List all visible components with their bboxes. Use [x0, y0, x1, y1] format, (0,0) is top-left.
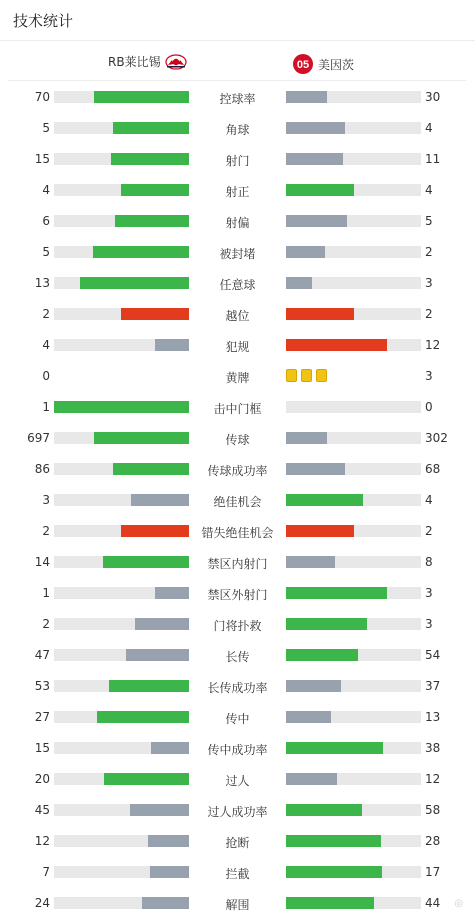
- home-value: 2: [42, 307, 50, 321]
- away-bar-fill: [286, 835, 381, 847]
- stat-row: [0, 211, 475, 231]
- stat-row: [0, 521, 475, 541]
- away-value: 302: [425, 431, 448, 445]
- home-bar-fill: [54, 401, 189, 413]
- away-value: 13: [425, 710, 441, 724]
- away-bar-fill: [286, 525, 354, 537]
- home-bar-fill: [142, 897, 189, 909]
- stat-label: 任意球: [219, 278, 256, 292]
- stat-row: [0, 800, 475, 820]
- home-value: 12: [34, 834, 50, 848]
- home-bar-track: [54, 866, 189, 878]
- stat-label: 传球: [225, 433, 250, 447]
- home-bar-fill: [80, 277, 189, 289]
- away-bar-track: [286, 463, 421, 475]
- home-value: 2: [42, 617, 50, 631]
- home-bar-fill: [115, 215, 189, 227]
- home-bar-fill: [150, 866, 189, 878]
- home-value: 2: [42, 524, 50, 538]
- away-value: 4: [425, 121, 433, 135]
- home-value: 1: [42, 400, 50, 414]
- home-value: 0: [42, 369, 50, 383]
- away-bar-fill: [286, 711, 331, 723]
- watermark: ◎: [454, 898, 463, 909]
- away-value: 28: [425, 834, 441, 848]
- home-bar-track: [54, 525, 189, 537]
- home-bar-fill: [148, 835, 189, 847]
- away-bar-fill: [286, 91, 327, 103]
- home-team[interactable]: [108, 53, 187, 70]
- away-bar-track: [286, 742, 421, 754]
- stat-row: [0, 180, 475, 200]
- away-bar-track: [286, 401, 421, 413]
- home-bar-track: [54, 680, 189, 692]
- away-bar-fill: [286, 556, 335, 568]
- away-bar-fill: [286, 215, 347, 227]
- home-bar-fill: [121, 184, 189, 196]
- stat-row: [0, 831, 475, 851]
- stat-row: [0, 366, 475, 386]
- stat-label: 解围: [225, 898, 250, 912]
- home-value: 6: [42, 214, 50, 228]
- home-bar-track: [54, 401, 189, 413]
- stat-row: [0, 645, 475, 665]
- away-bar-fill: [286, 494, 363, 506]
- away-value: 58: [425, 803, 441, 817]
- stat-row: [0, 490, 475, 510]
- away-bar-track: [286, 91, 421, 103]
- away-value: 2: [425, 307, 433, 321]
- away-bar-track: [286, 153, 421, 165]
- stat-label: 传球成功率: [207, 464, 268, 478]
- away-bar-fill: [286, 742, 383, 754]
- away-value: 12: [425, 772, 441, 786]
- away-bar-fill: [286, 339, 387, 351]
- away-bar-fill: [286, 463, 345, 475]
- away-bar-fill: [286, 773, 337, 785]
- home-value: 20: [34, 772, 50, 786]
- away-value: 17: [425, 865, 441, 879]
- away-value: 0: [425, 400, 433, 414]
- away-value: 8: [425, 555, 433, 569]
- mainz-logo-icon: [292, 53, 314, 75]
- stat-row: [0, 552, 475, 572]
- away-yellow-cards: [286, 369, 331, 382]
- home-bar-fill: [155, 587, 189, 599]
- home-bar-track: [54, 835, 189, 847]
- home-bar-fill: [94, 91, 189, 103]
- home-bar-track: [54, 649, 189, 661]
- stat-label: 犯规: [225, 340, 250, 354]
- away-bar-track: [286, 308, 421, 320]
- home-bar-track: [54, 277, 189, 289]
- stat-label: 拦截: [225, 867, 250, 881]
- away-value: 4: [425, 493, 433, 507]
- away-value: 30: [425, 90, 441, 104]
- away-bar-track: [286, 525, 421, 537]
- away-value: 38: [425, 741, 441, 755]
- home-value: 86: [34, 462, 50, 476]
- away-bar-fill: [286, 153, 343, 165]
- home-value: 4: [42, 183, 50, 197]
- away-bar-fill: [286, 184, 354, 196]
- away-value: 2: [425, 245, 433, 259]
- svg-text:05: 05: [296, 59, 310, 71]
- away-team-name: 美因茨: [318, 57, 355, 72]
- yellow-card-icon: [286, 369, 297, 382]
- home-value: 697: [27, 431, 50, 445]
- stat-row: [0, 676, 475, 696]
- home-bar-fill: [135, 618, 189, 630]
- stat-row: [0, 428, 475, 448]
- away-value: 54: [425, 648, 441, 662]
- away-bar-fill: [286, 866, 382, 878]
- home-value: 5: [42, 245, 50, 259]
- home-bar-fill: [94, 432, 189, 444]
- stat-row: [0, 335, 475, 355]
- away-value: 3: [425, 617, 433, 631]
- home-value: 53: [34, 679, 50, 693]
- away-bar-fill: [286, 246, 325, 258]
- home-bar-fill: [111, 153, 189, 165]
- stat-label: 越位: [225, 309, 250, 323]
- away-bar-track: [286, 246, 421, 258]
- stat-label: 绝佳机会: [213, 495, 262, 509]
- away-bar-track: [286, 339, 421, 351]
- away-bar-track: [286, 804, 421, 816]
- away-bar-fill: [286, 122, 345, 134]
- home-value: 4: [42, 338, 50, 352]
- home-bar-fill: [121, 308, 189, 320]
- away-bar-fill: [286, 649, 358, 661]
- away-bar-track: [286, 618, 421, 630]
- home-bar-track: [54, 91, 189, 103]
- stat-label: 角球: [225, 123, 250, 137]
- away-bar-fill: [286, 680, 341, 692]
- home-bar-fill: [131, 494, 189, 506]
- stat-label: 禁区外射门: [207, 588, 268, 602]
- home-bar-fill: [109, 680, 189, 692]
- stat-label: 控球率: [219, 92, 256, 106]
- home-bar-track: [54, 339, 189, 351]
- stat-row: [0, 242, 475, 262]
- away-bar-fill: [286, 432, 327, 444]
- page-title: 技术统计: [13, 12, 74, 30]
- stat-label: 过人: [225, 774, 250, 788]
- home-value: 24: [34, 896, 50, 910]
- stat-row: [0, 87, 475, 107]
- stat-row: [0, 459, 475, 479]
- away-value: 4: [425, 183, 433, 197]
- home-bar-track: [54, 308, 189, 320]
- away-bar-track: [286, 897, 421, 909]
- home-value: 70: [34, 90, 50, 104]
- home-bar-fill: [93, 246, 189, 258]
- stat-row: [0, 738, 475, 758]
- stat-row: [0, 149, 475, 169]
- home-bar-track: [54, 773, 189, 785]
- stat-row: [0, 118, 475, 138]
- home-bar-track: [54, 494, 189, 506]
- away-bar-track: [286, 277, 421, 289]
- home-value: 1: [42, 586, 50, 600]
- stat-row: [0, 862, 475, 882]
- away-value: 12: [425, 338, 441, 352]
- away-bar-fill: [286, 804, 362, 816]
- away-bar-track: [286, 122, 421, 134]
- yellow-card-icon: [301, 369, 312, 382]
- away-bar-track: [286, 866, 421, 878]
- home-bar-track: [54, 122, 189, 134]
- rb-leipzig-logo-icon: [165, 54, 187, 70]
- stat-row: [0, 397, 475, 417]
- away-value: 5: [425, 214, 433, 228]
- home-team-name: RB莱比锡: [108, 55, 161, 69]
- away-value: 68: [425, 462, 441, 476]
- home-value: 14: [34, 555, 50, 569]
- home-value: 47: [34, 648, 50, 662]
- away-bar-track: [286, 711, 421, 723]
- stat-label: 过人成功率: [207, 805, 268, 819]
- stat-label: 禁区内射门: [207, 557, 268, 571]
- home-bar-fill: [104, 773, 189, 785]
- home-bar-track: [54, 153, 189, 165]
- away-value: 37: [425, 679, 441, 693]
- stat-row: [0, 769, 475, 789]
- home-bar-track: [54, 463, 189, 475]
- away-bar-track: [286, 649, 421, 661]
- home-bar-track: [54, 742, 189, 754]
- home-bar-track: [54, 618, 189, 630]
- stat-label: 射门: [225, 154, 250, 168]
- home-bar-fill: [113, 122, 189, 134]
- away-bar-fill: [286, 618, 367, 630]
- home-bar-fill: [126, 649, 189, 661]
- away-bar-track: [286, 680, 421, 692]
- away-value: 44: [425, 896, 441, 910]
- away-team[interactable]: [292, 53, 354, 75]
- home-bar-track: [54, 432, 189, 444]
- stat-row: [0, 304, 475, 324]
- home-bar-track: [54, 246, 189, 258]
- home-bar-fill: [103, 556, 189, 568]
- stat-row: [0, 707, 475, 727]
- stat-label: 传中成功率: [207, 743, 268, 757]
- home-value: 13: [34, 276, 50, 290]
- home-bar-track: [54, 215, 189, 227]
- away-value: 3: [425, 369, 433, 383]
- stat-row: [0, 893, 475, 913]
- home-bar-fill: [155, 339, 189, 351]
- home-bar-fill: [113, 463, 189, 475]
- home-value: 27: [34, 710, 50, 724]
- away-bar-track: [286, 773, 421, 785]
- home-bar-track: [54, 587, 189, 599]
- stat-label: 传中: [225, 712, 250, 726]
- away-value: 11: [425, 152, 441, 166]
- away-value: 3: [425, 586, 433, 600]
- home-bar-fill: [121, 525, 189, 537]
- home-value: 15: [34, 741, 50, 755]
- stat-label: 错失绝佳机会: [201, 526, 274, 540]
- away-bar-track: [286, 184, 421, 196]
- page-header: [0, 0, 475, 41]
- away-bar-fill: [286, 308, 354, 320]
- home-value: 7: [42, 865, 50, 879]
- yellow-card-icon: [316, 369, 327, 382]
- stat-label: 黄牌: [225, 371, 250, 385]
- home-value: 15: [34, 152, 50, 166]
- home-value: 5: [42, 121, 50, 135]
- away-value: 2: [425, 524, 433, 538]
- away-bar-track: [286, 494, 421, 506]
- away-bar-track: [286, 587, 421, 599]
- stat-row: [0, 273, 475, 293]
- home-bar-track: [54, 711, 189, 723]
- away-bar-fill: [286, 587, 387, 599]
- away-bar-fill: [286, 277, 312, 289]
- home-bar-track: [54, 804, 189, 816]
- away-value: 3: [425, 276, 433, 290]
- away-bar-track: [286, 835, 421, 847]
- stat-row: [0, 614, 475, 634]
- stat-label: 射偏: [225, 216, 250, 230]
- away-bar-track: [286, 215, 421, 227]
- stat-row: [0, 583, 475, 603]
- stat-label: 抢断: [225, 836, 250, 850]
- stat-label: 门将扑救: [213, 619, 262, 633]
- home-bar-fill: [130, 804, 189, 816]
- stat-label: 击中门框: [213, 402, 262, 416]
- away-bar-track: [286, 556, 421, 568]
- home-bar-track: [54, 556, 189, 568]
- home-value: 3: [42, 493, 50, 507]
- stat-label: 射正: [225, 185, 250, 199]
- home-bar-fill: [151, 742, 189, 754]
- stat-label: 长传: [225, 650, 250, 664]
- away-bar-track: [286, 432, 421, 444]
- stat-label: 被封堵: [219, 247, 256, 261]
- home-bar-track: [54, 897, 189, 909]
- home-bar-fill: [97, 711, 189, 723]
- away-bar-fill: [286, 897, 374, 909]
- stat-label: 长传成功率: [207, 681, 268, 695]
- home-value: 45: [34, 803, 50, 817]
- home-bar-track: [54, 184, 189, 196]
- teams-header: [8, 41, 466, 81]
